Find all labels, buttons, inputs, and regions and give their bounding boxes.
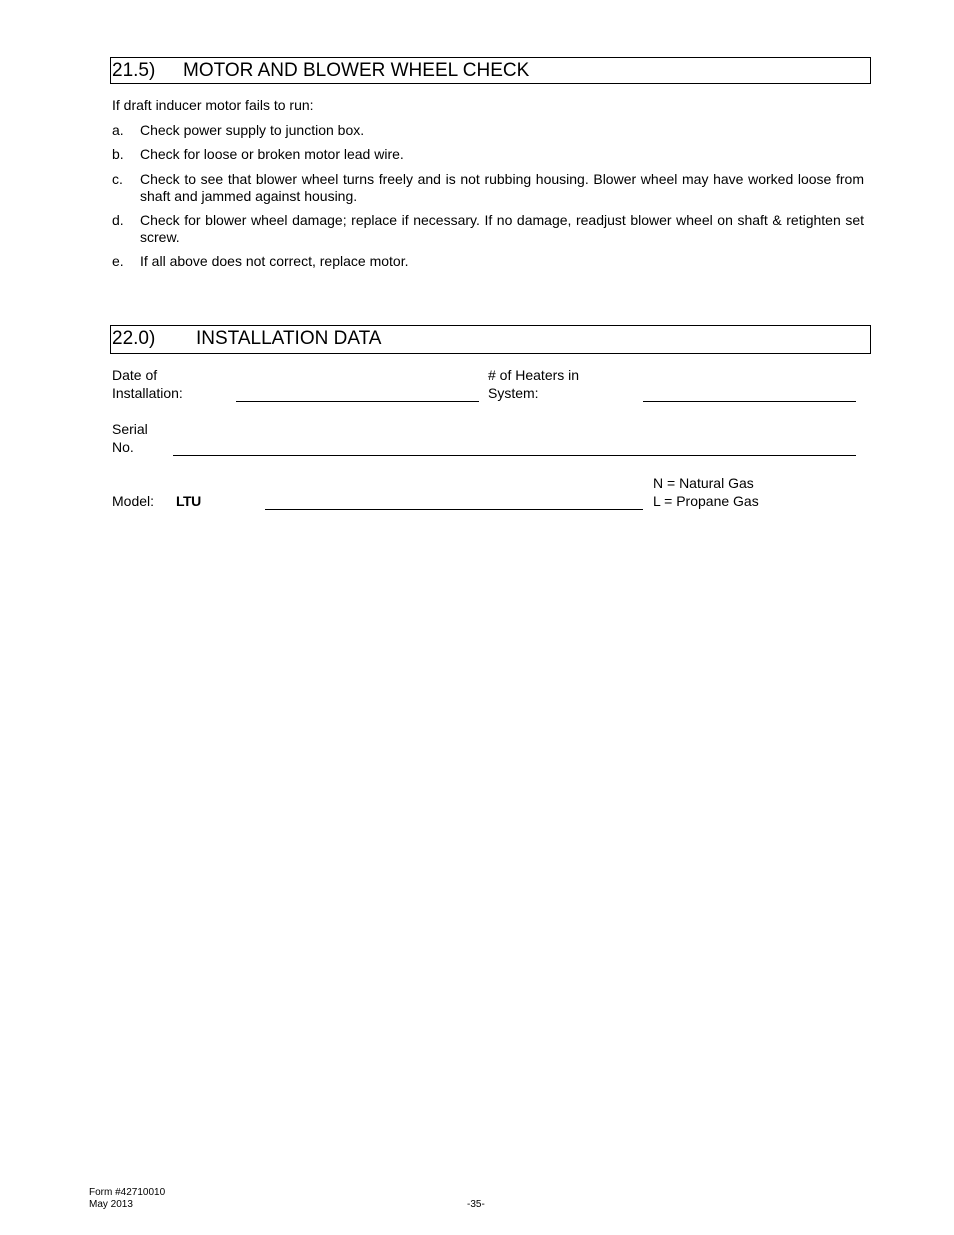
item-text: Check power supply to junction box. — [140, 122, 365, 138]
section-number: 21.5) — [112, 60, 156, 81]
item-letter: a. — [112, 122, 124, 138]
item-text: Check for loose or broken motor lead wire. — [140, 146, 404, 162]
form-number: Form #42710010 — [89, 1187, 166, 1198]
form-date: May 2013 — [89, 1199, 133, 1210]
section-header-installation-data — [110, 325, 871, 354]
heaters-label-line-2: System: — [488, 385, 539, 401]
footer-form-info — [89, 1187, 165, 1211]
heaters-label-line-1: # of Heaters in — [488, 367, 580, 383]
heaters-label — [488, 367, 579, 402]
section-title: INSTALLATION DATA — [196, 328, 382, 349]
item-letter: b. — [112, 146, 124, 162]
section-title: MOTOR AND BLOWER WHEEL CHECK — [183, 60, 530, 81]
section-number: 22.0) — [112, 328, 156, 349]
intro-text: If draft inducer motor fails to run: — [112, 97, 314, 113]
item-text: If all above does not correct, replace motor. — [140, 253, 409, 269]
model-input-line[interactable] — [265, 509, 643, 510]
serial-input-line[interactable] — [173, 455, 856, 456]
gas-natural-label: N = Natural Gas — [653, 475, 754, 491]
model-prefix: LTU — [176, 493, 201, 509]
check-item-a — [112, 122, 864, 139]
gas-type-legend — [653, 475, 759, 510]
serial-label — [112, 421, 148, 456]
heaters-input-line[interactable] — [643, 401, 856, 402]
check-item-c — [112, 171, 864, 205]
page-number: -35- — [467, 1199, 485, 1210]
gas-propane-label: L = Propane Gas — [653, 493, 759, 509]
serial-label-line-1: Serial — [112, 421, 148, 437]
check-item-b — [112, 146, 864, 163]
check-item-d — [112, 212, 864, 246]
date-label — [112, 367, 183, 402]
check-item-e — [112, 253, 864, 270]
item-text: Check for blower wheel damage; replace if necessary. If no damage, readjust blower wheel on shaft & retighten set screw. — [140, 212, 864, 245]
section-header-motor-blower — [110, 57, 871, 84]
model-label: Model: — [112, 493, 155, 509]
serial-label-line-2: No. — [112, 439, 134, 455]
item-letter: c. — [112, 171, 123, 187]
item-letter: d. — [112, 212, 124, 228]
date-label-line-2: Installation: — [112, 385, 183, 401]
item-text: Check to see that blower wheel turns freely and is not rubbing housing. Blower wheel may have worked loose from shaft and jammed against housing. — [140, 171, 864, 204]
item-letter: e. — [112, 253, 124, 269]
date-input-line[interactable] — [236, 401, 479, 402]
date-label-line-1: Date of — [112, 367, 158, 383]
